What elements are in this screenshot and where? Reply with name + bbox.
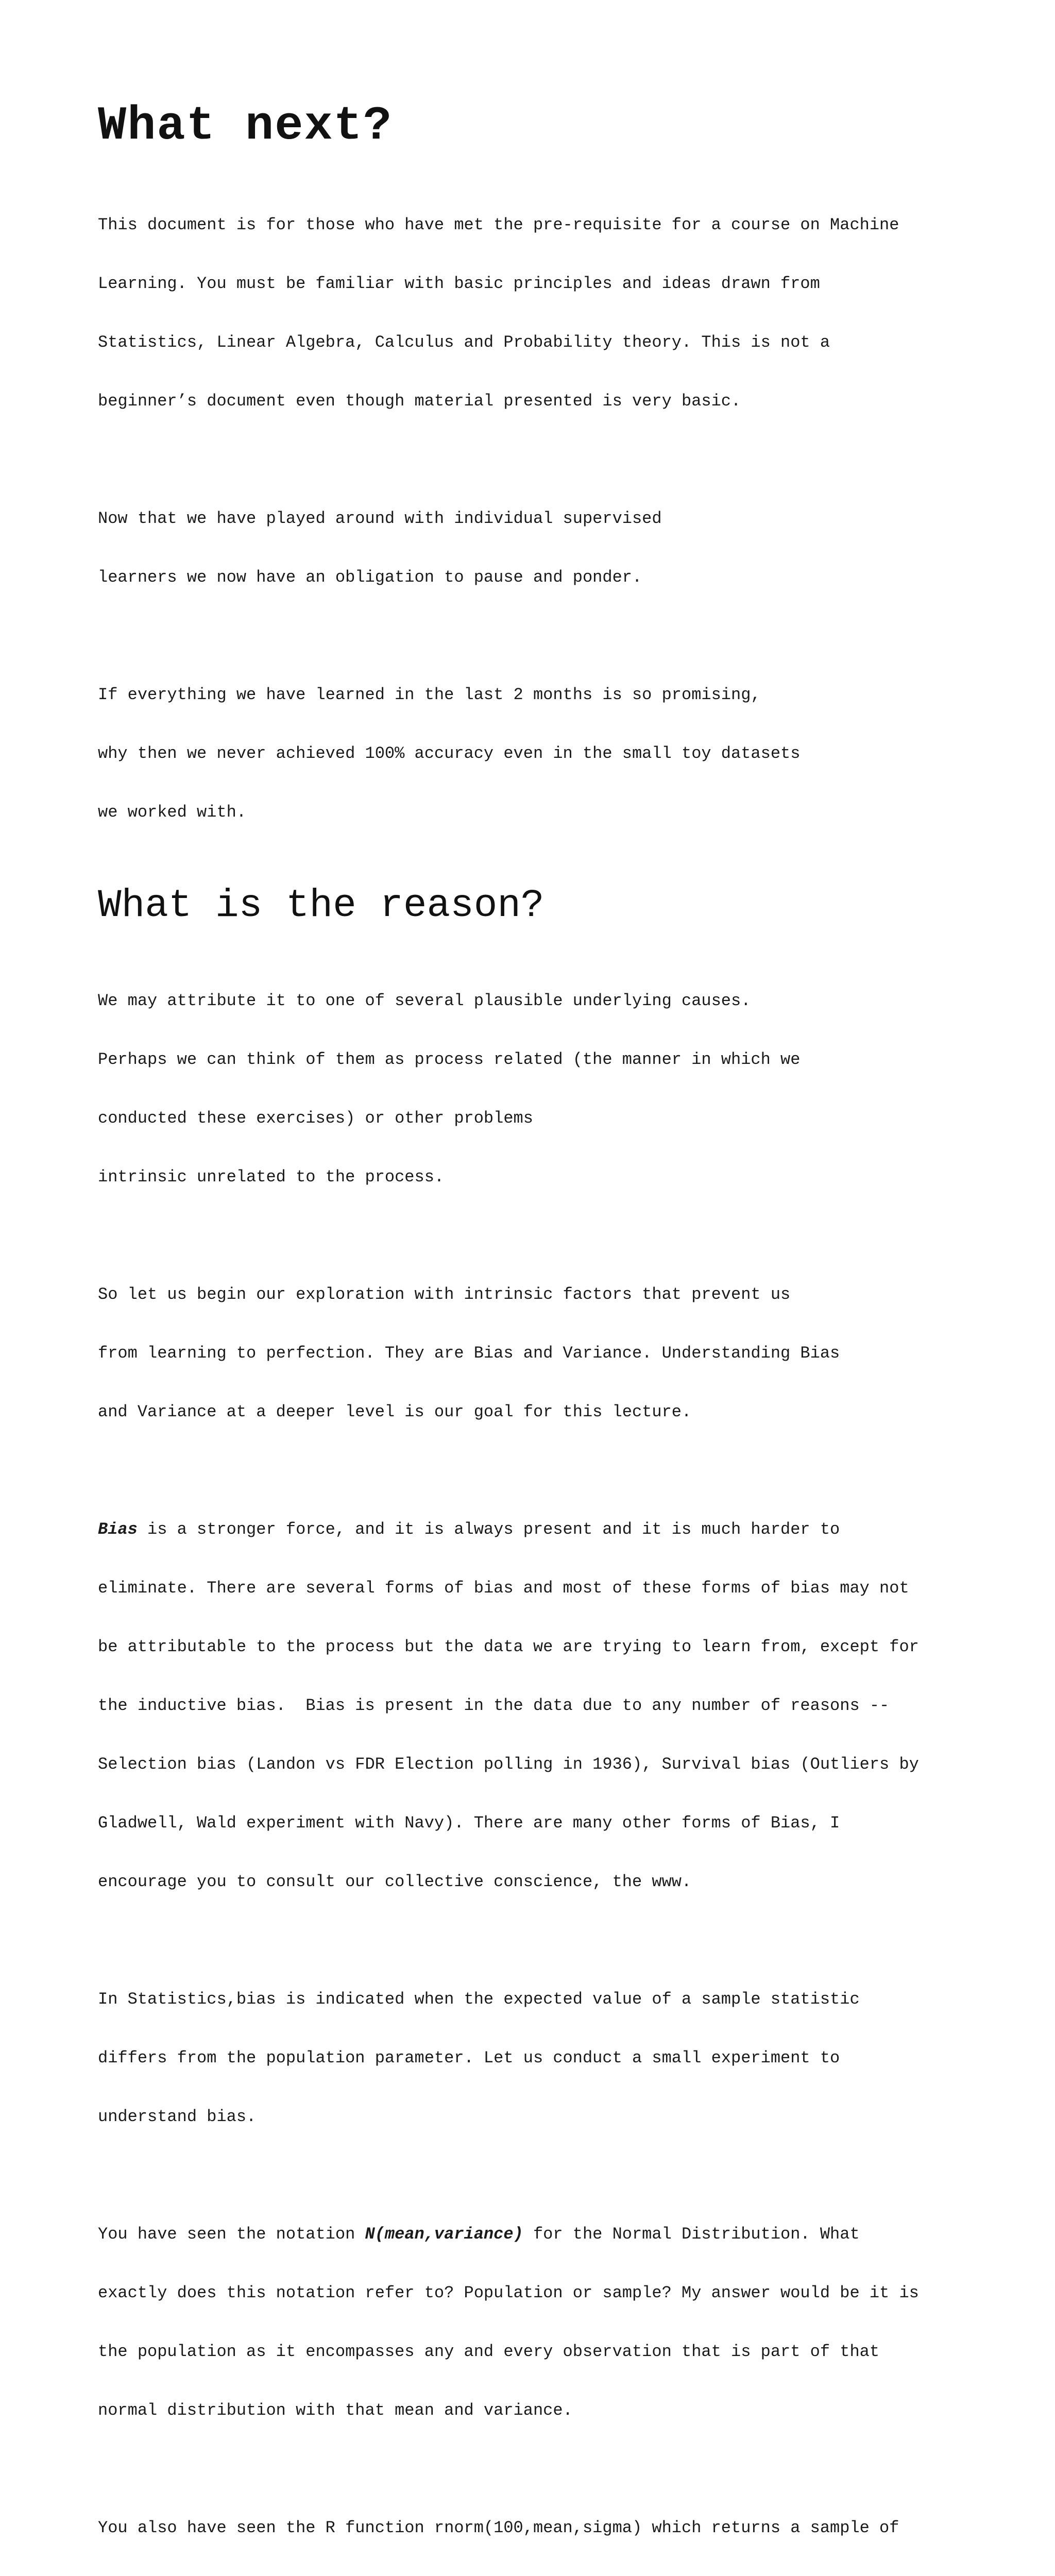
paragraph-pause-ponder — [98, 470, 974, 626]
intro-paragraph — [98, 176, 974, 450]
text-line: This document is for those who have met the pre-requisite for a course on Machine — [98, 215, 899, 234]
text-segment: is a stronger force, and it is always present and it is much harder to — [137, 1520, 840, 1539]
text-line: intrinsic unrelated to the process. — [98, 1167, 445, 1187]
heading-what-next: What next? — [98, 99, 393, 153]
text-line: the inductive bias. Bias is present in the data due to any number of reasons -- — [98, 1696, 890, 1715]
text-line: why then we never achieved 100% accuracy even in the small toy datasets — [98, 744, 801, 763]
paragraph-bias — [98, 1481, 974, 1931]
heading-what-is-the-reason: What is the reason? — [98, 884, 544, 928]
text-line: and Variance at a deeper level is our goal for this lecture. — [98, 1402, 692, 1421]
paragraph-intrinsic-factors — [98, 1246, 974, 1461]
text-line: understand bias. — [98, 2107, 257, 2126]
text-line — [98, 2225, 974, 2244]
text-line: beginner’s document even though material presented is very basic. — [98, 392, 741, 411]
text-line: You also have seen the R function rnorm(100,mean,sigma) which returns a sample of — [98, 2518, 899, 2537]
text-line: from learning to perfection. They are Bias and Variance. Understanding Bias — [98, 1344, 840, 1363]
paragraph-causes — [98, 952, 974, 1226]
normal-notation-emphasis: N(mean,variance) — [365, 2225, 523, 2244]
bias-emphasis: Bias — [98, 1520, 138, 1539]
paragraph-statistics-bias — [98, 1951, 974, 2166]
text-line: conducted these exercises) or other problems — [98, 1109, 533, 1128]
text-line: eliminate. There are several forms of bias and most of these forms of bias may not — [98, 1579, 909, 1598]
text-line: the population as it encompasses any and every observation that is part of that — [98, 2342, 880, 2361]
paragraph-accuracy-question — [98, 646, 974, 861]
text-line: Gladwell, Wald experiment with Navy). There are many other forms of Bias, I — [98, 1814, 840, 1833]
text-line: differs from the population parameter. Let us conduct a small experiment to — [98, 2048, 840, 2067]
text-line: Now that we have played around with individual supervised — [98, 509, 662, 528]
text-line: If everything we have learned in the last 2 months is so promising, — [98, 685, 761, 704]
text-line: We may attribute it to one of several plausible underlying causes. — [98, 991, 751, 1010]
document-page — [98, 98, 974, 2576]
text-line: So let us begin our exploration with intrinsic factors that prevent us — [98, 1285, 791, 1304]
text-line: normal distribution with that mean and variance. — [98, 2401, 573, 2420]
text-line: exactly does this notation refer to? Population or sample? My answer would be it is — [98, 2283, 919, 2302]
text-segment: You have seen the notation — [98, 2225, 365, 2244]
text-line: encourage you to consult our collective conscience, the www. — [98, 1872, 692, 1891]
text-line: Selection bias (Landon vs FDR Election polling in 1936), Survival bias (Outliers by — [98, 1755, 919, 1774]
text-line: Perhaps we can think of them as process related (the manner in which we — [98, 1050, 801, 1069]
text-line: Learning. You must be familiar with basic principles and ideas drawn from — [98, 274, 820, 293]
text-line: be attributable to the process but the data we are trying to learn from, except for — [98, 1637, 919, 1656]
text-line — [98, 1520, 974, 1539]
paragraph-rnorm — [98, 2479, 974, 2576]
paragraph-normal-notation — [98, 2185, 974, 2460]
text-segment: for the Normal Distribution. What — [523, 2225, 860, 2244]
text-line: Statistics, Linear Algebra, Calculus and Probability theory. This is not a — [98, 333, 830, 352]
text-line: learners we now have an obligation to pause and ponder. — [98, 568, 642, 587]
text-line: In Statistics,bias is indicated when the expected value of a sample statistic — [98, 1990, 860, 2009]
text-line: we worked with. — [98, 803, 247, 822]
